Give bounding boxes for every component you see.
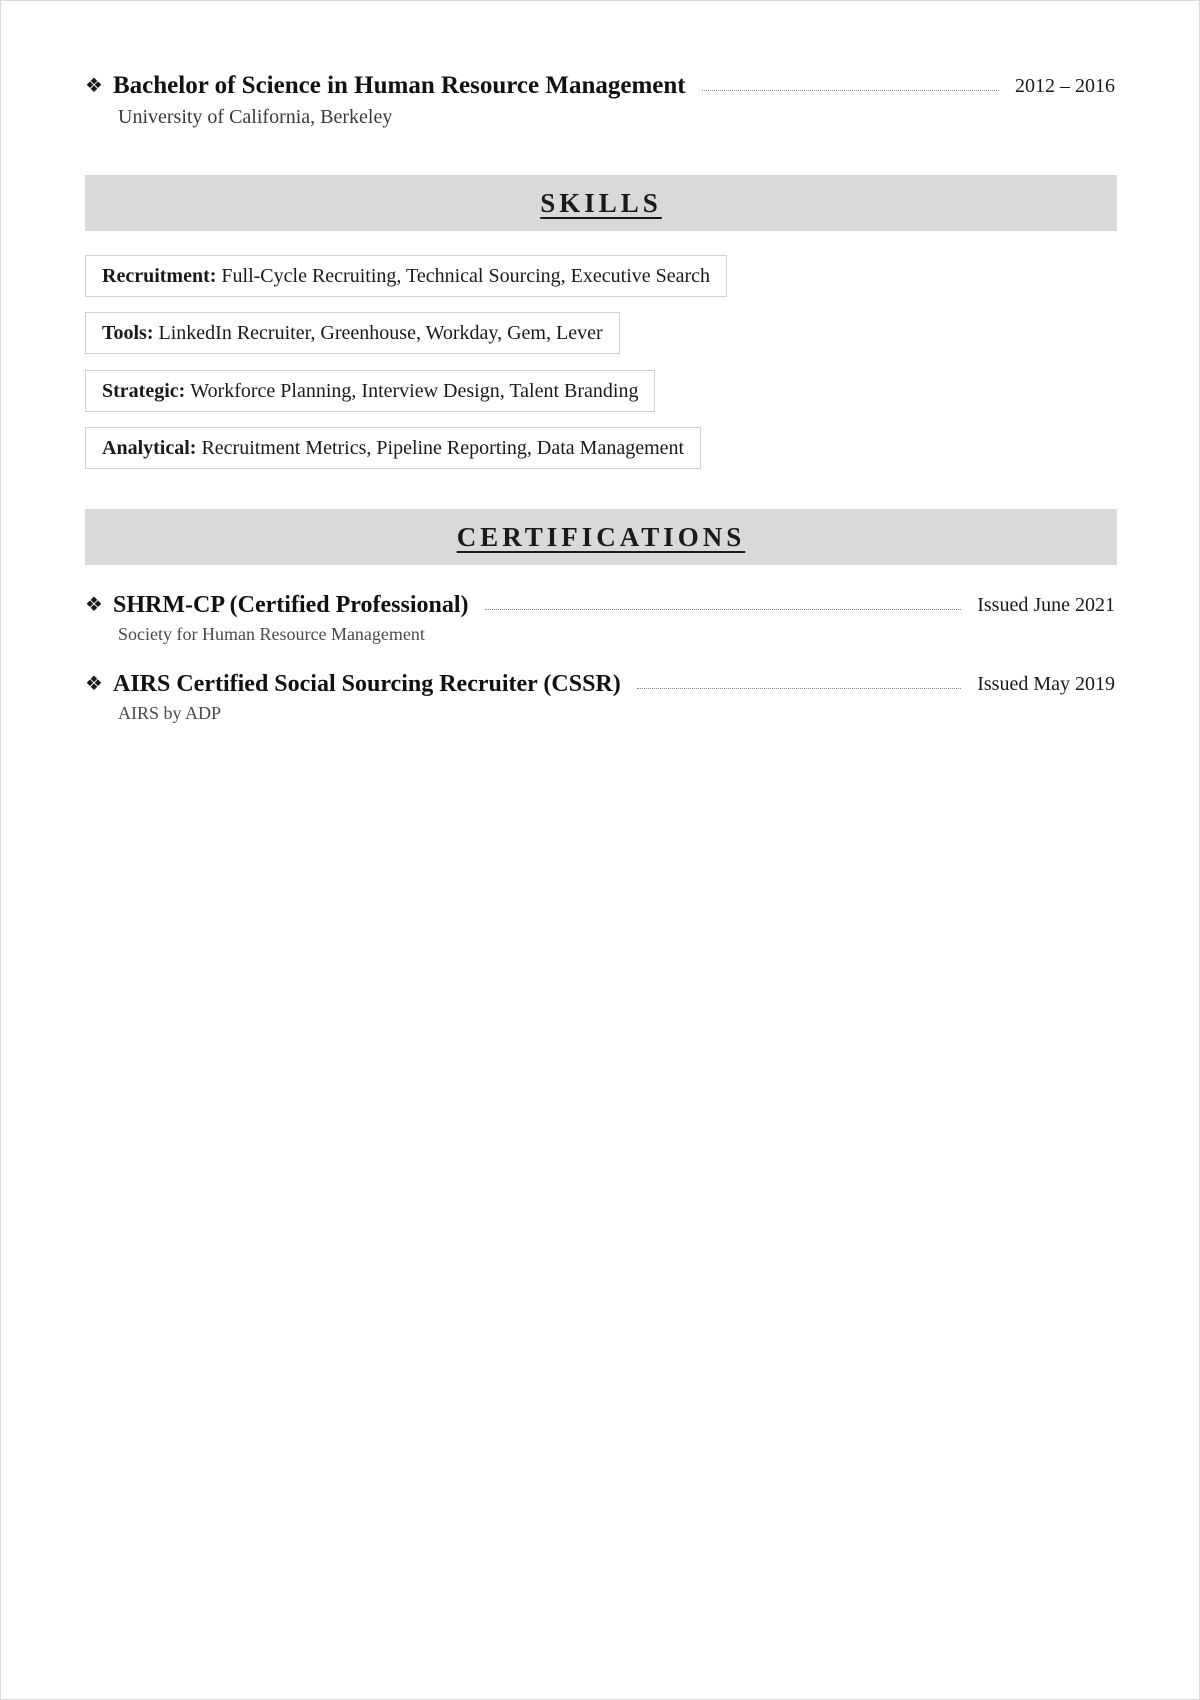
education-entry-header [85,69,1115,103]
skill-item-analytical [85,427,701,469]
diamond-bullet-icon: ❖ [85,75,103,97]
education-entry [85,69,1115,129]
certification-entry [85,588,1115,645]
skill-item-recruitment [85,255,727,297]
skill-value: Workforce Planning, Interview Design, Talent Branding [190,379,639,402]
skills-heading: SKILLS [540,187,662,218]
degree-title: Bachelor of Science in Human Resource Management [113,72,686,99]
skill-label: Analytical: [102,436,197,459]
certification-title: AIRS Certified Social Sourcing Recruiter (CSSR) [113,670,621,697]
skill-item-strategic [85,370,655,412]
certification-title: SHRM-CP (Certified Professional) [113,591,469,618]
diamond-bullet-icon: ❖ [85,673,103,695]
certifications-heading: CERTIFICATIONS [456,521,746,552]
certification-entry [85,667,1115,724]
skill-label: Tools: [102,321,154,344]
skill-value: Full-Cycle Recruiting, Technical Sourcing, Executive Search [221,264,711,287]
skill-label: Recruitment: [102,264,217,287]
skill-item-tools [85,312,620,354]
diamond-bullet-icon: ❖ [85,594,103,616]
dotted-leader [485,609,962,610]
certification-date: Issued June 2021 [977,593,1115,616]
certification-issuer: AIRS by ADP [118,703,222,723]
certification-entry-header [85,588,1115,622]
certifications-section-header [85,509,1117,565]
skills-section-header [85,175,1117,231]
dotted-leader [637,688,961,689]
skill-label: Strategic: [102,379,186,402]
skill-value: Recruitment Metrics, Pipeline Reporting, Data Management [201,436,685,459]
certification-entry-header [85,667,1115,701]
education-dates: 2012 – 2016 [1015,74,1115,97]
skill-value: LinkedIn Recruiter, Greenhouse, Workday, Gem, Lever [158,321,603,344]
certification-issuer: Society for Human Resource Management [118,624,425,644]
dotted-leader [702,90,999,91]
certification-date: Issued May 2019 [977,672,1115,695]
school-name: University of California, Berkeley [118,106,393,128]
